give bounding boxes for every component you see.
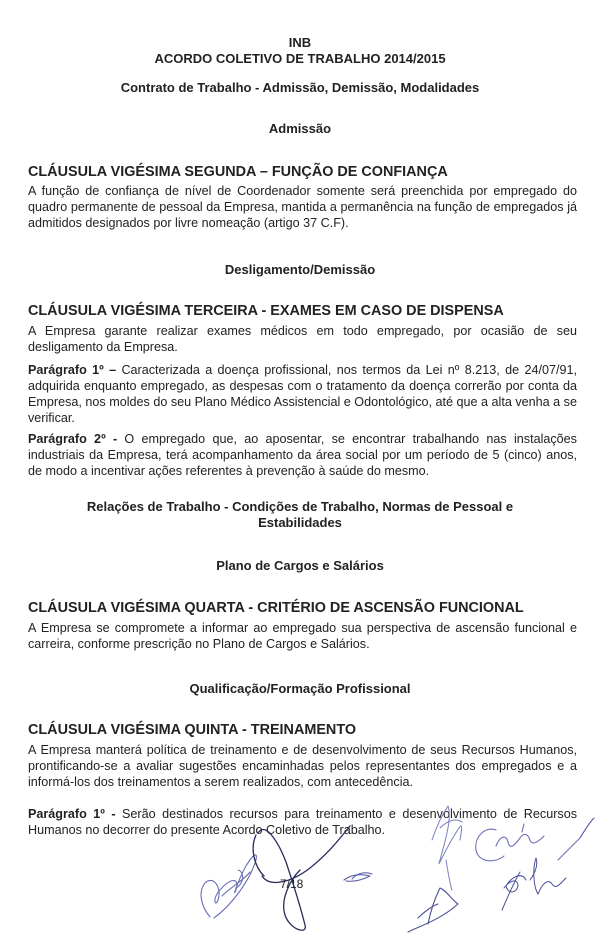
- signature-3: [344, 873, 372, 881]
- chapter-heading: Contrato de Trabalho - Admissão, Demissão, Modalidades: [120, 80, 480, 95]
- clause-body: A função de confiança de nível de Coordenador somente será preenchida por empregado do quadro permanente de pessoal da Empresa, mantida a permanência na função de empregados já admitidos designados por livre nomeação (artigo 37 C.F).: [28, 184, 577, 230]
- clause-title: CLÁUSULA VIGÉSIMA QUINTA - TREINAMENTO: [28, 722, 357, 738]
- section-heading-desligamento: Desligamento/Demissão: [224, 262, 376, 277]
- section-heading-relacoes: Relações de Trabalho - Condições de Trabalho, Normas de Pessoal e: [86, 499, 514, 514]
- clause-body: A Empresa manterá política de treinamento e de desenvolvimento de seus Recursos Humanos, prontificando-se a avaliar sugestões encaminhadas pelos representantes dos empregados e a informá-los dos treinamentos a serem realizados, com antecedência.: [28, 743, 577, 789]
- organization-name: INB: [288, 35, 312, 50]
- paragraph-separator: -: [105, 432, 125, 446]
- clause-body: A Empresa se compromete a informar ao empregado sua perspectiva de ascensão funcional e carreira, conforme prescrição no Plano de Cargos e Salários.: [28, 621, 577, 651]
- signature-6: [408, 888, 458, 932]
- section-heading-relacoes-cont: Estabilidades: [258, 515, 342, 530]
- paragraph-text: O empregado que, ao aposentar, se encontrar trabalhando nas instalações industriais da Empresa, terá acompanhamento da área social por um período de 5 (cinco) anos, de modo a incentivar ações referentes à prevenção à saúde do mesmo.: [28, 432, 577, 478]
- signature-7: [502, 818, 594, 910]
- paragraph-separator: –: [103, 363, 122, 377]
- paragraph-text: Serão destinados recursos para treinamento e desenvolvimento de Recursos Humanos no decorrer do presente Acordo Coletivo de Trabalho.: [28, 807, 577, 837]
- signature-2: [253, 826, 350, 930]
- paragraph-label: Parágrafo 1º: [28, 807, 105, 821]
- paragraph-separator: -: [104, 807, 123, 821]
- signature-5: [476, 824, 580, 861]
- signature-4: [432, 806, 462, 890]
- signature-1: [201, 855, 256, 918]
- clause-title: CLÁUSULA VIGÉSIMA SEGUNDA – FUNÇÃO DE CONFIANÇA: [28, 164, 448, 180]
- section-heading-qualificacao: Qualificação/Formação Profissional: [189, 681, 411, 696]
- clause-title: CLÁUSULA VIGÉSIMA TERCEIRA - EXAMES EM CASO DE DISPENSA: [28, 303, 504, 319]
- paragraph-text: Caracterizada a doença profissional, nos termos da Lei nº 8.213, de 24/07/91, adquirida enquanto empregado, as despesas com o tratamento da doença correrão por conta da Empresa, nos moldes do seu Plano Médico Assistencial e Odontológico, até que a alta venha a se verificar.: [28, 363, 577, 425]
- document-title: ACORDO COLETIVO DE TRABALHO 2014/2015: [154, 51, 446, 66]
- clause-body: A Empresa garante realizar exames médicos em todo empregado, por ocasião de seu desligamento da Empresa.: [28, 324, 577, 354]
- clause-title: CLÁUSULA VIGÉSIMA QUARTA - CRITÉRIO DE ASCENSÃO FUNCIONAL: [28, 600, 524, 616]
- section-heading-plano: Plano de Cargos e Salários: [216, 558, 384, 573]
- paragraph-label: Parágrafo 2º: [28, 432, 106, 446]
- paragraph-label: Parágrafo 1º: [28, 363, 104, 377]
- section-heading-admissao: Admissão: [268, 121, 332, 136]
- page-number: 7/18: [280, 877, 304, 891]
